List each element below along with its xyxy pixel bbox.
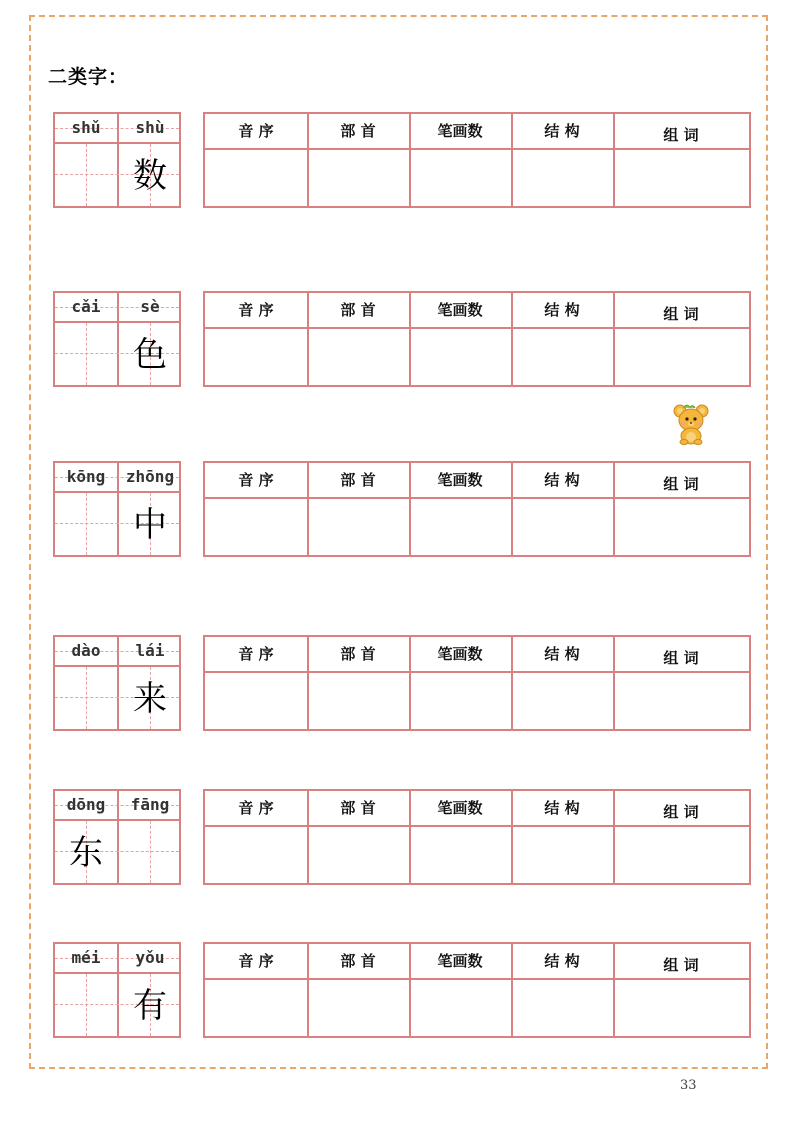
answer-cell[interactable] (511, 673, 613, 729)
pinyin-right: fāng (130, 795, 170, 814)
tianzige-grid (53, 635, 181, 731)
answer-cell[interactable] (307, 673, 409, 729)
header-bushou: 部 首 (340, 952, 376, 970)
answer-cell[interactable] (205, 673, 307, 729)
answer-cell[interactable] (511, 329, 613, 385)
pinyin-left: shǔ (71, 118, 101, 137)
tianzige-grid (53, 112, 181, 208)
answer-cell[interactable] (205, 329, 307, 385)
answer-cell[interactable] (409, 499, 511, 555)
character-right: 有 (133, 986, 167, 1026)
character-left: 东 (69, 833, 103, 873)
header-bushou: 部 首 (340, 301, 376, 319)
header-jiegou: 结 构 (544, 952, 580, 970)
answer-cell[interactable] (307, 499, 409, 555)
tianzige-grid (53, 942, 181, 1038)
character-left (55, 669, 117, 729)
answer-cell[interactable] (613, 827, 749, 883)
pinyin-left: dōng (66, 795, 106, 814)
pinyin-right: yǒu (135, 948, 165, 967)
answer-cell[interactable] (613, 673, 749, 729)
answer-cell[interactable] (409, 980, 511, 1036)
header-bushou: 部 首 (340, 122, 376, 140)
character-info-table (203, 789, 751, 885)
character-right: 数 (133, 156, 167, 196)
answer-cell[interactable] (613, 150, 749, 206)
pinyin-left: dào (71, 641, 101, 660)
answer-cell[interactable] (409, 150, 511, 206)
header-jiegou: 结 构 (544, 471, 580, 489)
character-left (55, 495, 117, 555)
pinyin-left: méi (71, 948, 101, 967)
header-jiegou: 结 构 (544, 645, 580, 663)
pinyin-right: shù (135, 118, 165, 137)
header-yinxu: 音 序 (238, 799, 274, 817)
answer-cell[interactable] (307, 980, 409, 1036)
page-number: 33 (680, 1078, 697, 1093)
character-left (55, 976, 117, 1036)
pinyin-right: sè (140, 297, 160, 316)
character-info-table (203, 291, 751, 387)
header-yinxu: 音 序 (238, 301, 274, 319)
header-bihuashu: 笔画数 (437, 952, 483, 970)
header-bihuashu: 笔画数 (437, 471, 483, 489)
answer-cell[interactable] (307, 827, 409, 883)
character-right: 来 (133, 679, 167, 719)
section-title: 二类字： (48, 66, 129, 88)
pinyin-left: kōng (66, 467, 106, 486)
answer-cell[interactable] (307, 150, 409, 206)
header-bushou: 部 首 (340, 799, 376, 817)
character-info-table (203, 461, 751, 557)
answer-cell[interactable] (409, 827, 511, 883)
character-info-table (203, 942, 751, 1038)
character-left (55, 146, 117, 206)
header-zuci: 组 词 (663, 803, 699, 821)
answer-cell[interactable] (511, 150, 613, 206)
answer-cell[interactable] (307, 329, 409, 385)
answer-cell[interactable] (613, 980, 749, 1036)
character-right (119, 823, 181, 883)
answer-cell[interactable] (613, 499, 749, 555)
tianzige-grid (53, 789, 181, 885)
character-right: 色 (133, 335, 167, 375)
header-yinxu: 音 序 (238, 952, 274, 970)
character-right: 中 (133, 505, 167, 545)
answer-cell[interactable] (511, 980, 613, 1036)
pinyin-right: zhōng (125, 467, 175, 486)
answer-cell[interactable] (409, 673, 511, 729)
header-zuci: 组 词 (663, 305, 699, 323)
header-bihuashu: 笔画数 (437, 122, 483, 140)
header-yinxu: 音 序 (238, 471, 274, 489)
answer-cell[interactable] (511, 827, 613, 883)
header-yinxu: 音 序 (238, 645, 274, 663)
character-info-table (203, 112, 751, 208)
header-bihuashu: 笔画数 (437, 645, 483, 663)
tianzige-grid (53, 291, 181, 387)
header-bihuashu: 笔画数 (437, 301, 483, 319)
answer-cell[interactable] (205, 150, 307, 206)
pinyin-left: cǎi (71, 297, 101, 316)
header-zuci: 组 词 (663, 956, 699, 974)
answer-cell[interactable] (409, 329, 511, 385)
header-yinxu: 音 序 (238, 122, 274, 140)
character-left (55, 325, 117, 385)
header-jiegou: 结 构 (544, 799, 580, 817)
header-bihuashu: 笔画数 (437, 799, 483, 817)
header-zuci: 组 词 (663, 649, 699, 667)
header-jiegou: 结 构 (544, 122, 580, 140)
header-zuci: 组 词 (663, 126, 699, 144)
pinyin-right: lái (135, 641, 165, 660)
answer-cell[interactable] (613, 329, 749, 385)
bear-mascot-icon (670, 403, 712, 445)
tianzige-grid (53, 461, 181, 557)
answer-cell[interactable] (511, 499, 613, 555)
header-bushou: 部 首 (340, 471, 376, 489)
answer-cell[interactable] (205, 827, 307, 883)
character-info-table (203, 635, 751, 731)
answer-cell[interactable] (205, 499, 307, 555)
answer-cell[interactable] (205, 980, 307, 1036)
header-bushou: 部 首 (340, 645, 376, 663)
header-zuci: 组 词 (663, 475, 699, 493)
header-jiegou: 结 构 (544, 301, 580, 319)
